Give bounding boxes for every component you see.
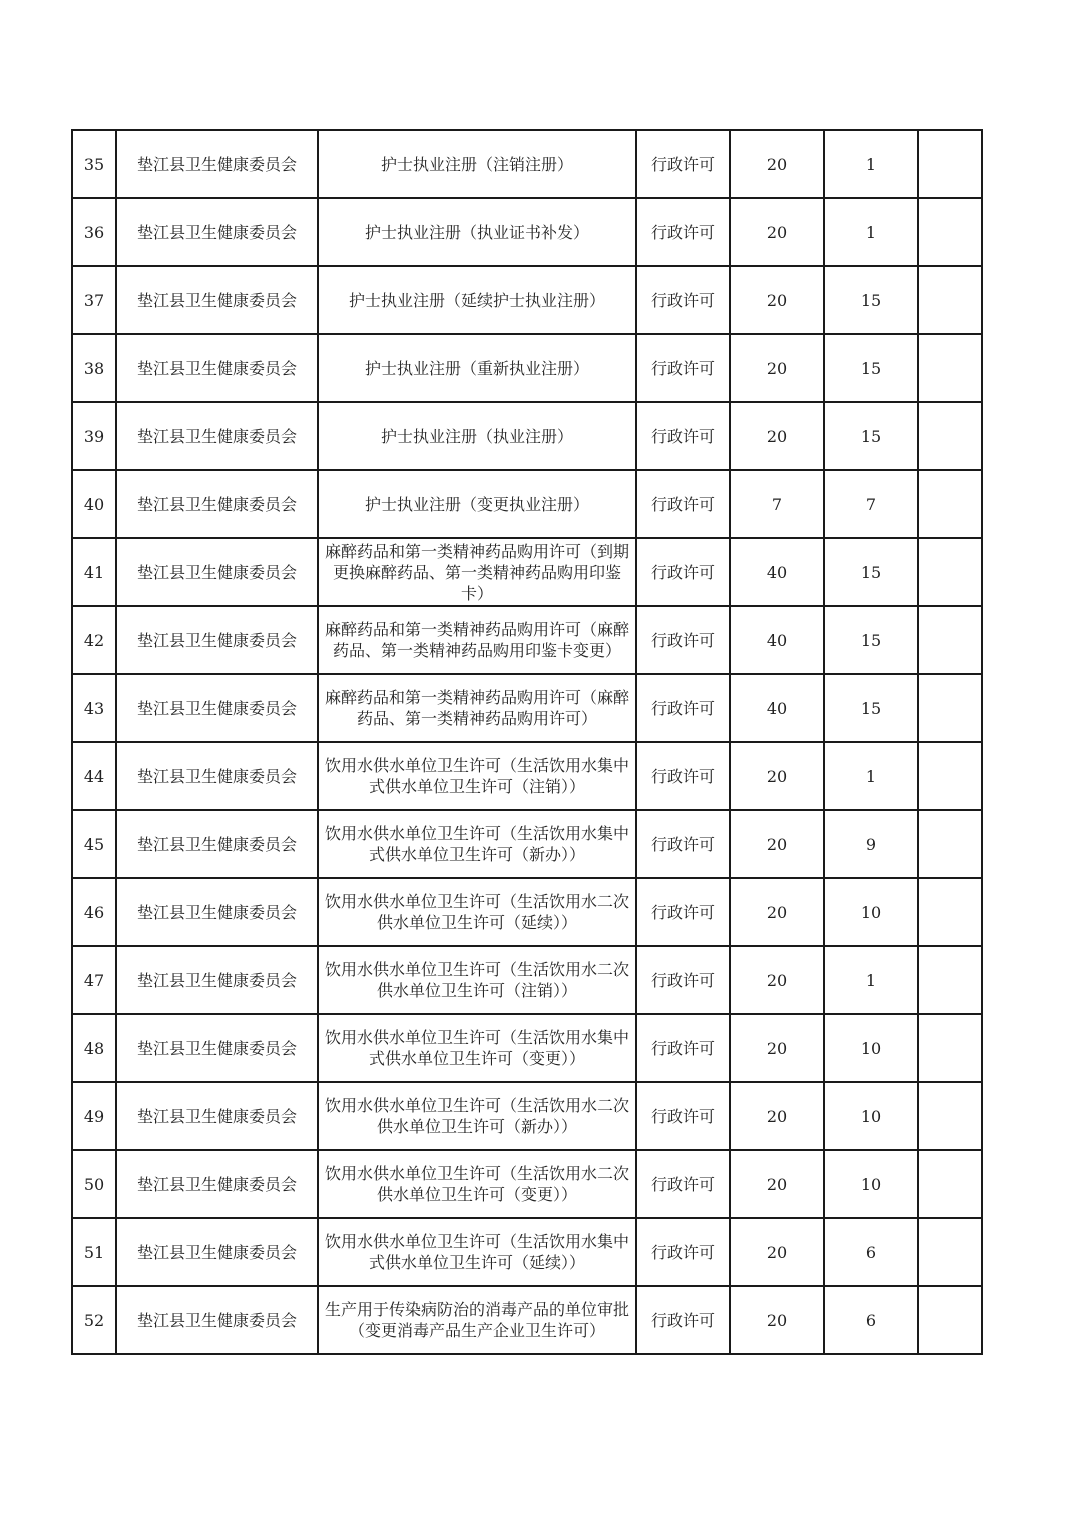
legal-time-limit: 40 xyxy=(730,606,824,674)
table-row xyxy=(72,810,982,878)
table-row xyxy=(72,1082,982,1150)
permit-item: 饮用水供水单位卫生许可（生活饮用水集中式供水单位卫生许可（新办）） xyxy=(318,810,636,878)
department: 垫江县卫生健康委员会 xyxy=(116,878,318,946)
promised-time-limit: 15 xyxy=(824,674,918,742)
row-number: 48 xyxy=(72,1014,116,1082)
permit-type: 行政许可 xyxy=(636,742,730,810)
department: 垫江县卫生健康委员会 xyxy=(116,742,318,810)
row-number: 46 xyxy=(72,878,116,946)
promised-time-limit: 15 xyxy=(824,266,918,334)
remarks xyxy=(918,402,982,470)
department: 垫江县卫生健康委员会 xyxy=(116,1014,318,1082)
permit-item: 护士执业注册（注销注册） xyxy=(318,130,636,198)
row-number: 38 xyxy=(72,334,116,402)
legal-time-limit: 20 xyxy=(730,198,824,266)
permit-type: 行政许可 xyxy=(636,538,730,606)
department: 垫江县卫生健康委员会 xyxy=(116,810,318,878)
row-number: 41 xyxy=(72,538,116,606)
legal-time-limit: 20 xyxy=(730,810,824,878)
permit-type: 行政许可 xyxy=(636,402,730,470)
remarks xyxy=(918,470,982,538)
remarks xyxy=(918,1150,982,1218)
row-number: 42 xyxy=(72,606,116,674)
permit-item: 饮用水供水单位卫生许可（生活饮用水集中式供水单位卫生许可（变更）） xyxy=(318,1014,636,1082)
remarks xyxy=(918,1286,982,1354)
permit-item: 饮用水供水单位卫生许可（生活饮用水集中式供水单位卫生许可（注销）） xyxy=(318,742,636,810)
row-number: 43 xyxy=(72,674,116,742)
table-row xyxy=(72,334,982,402)
permit-item: 饮用水供水单位卫生许可（生活饮用水二次供水单位卫生许可（注销）） xyxy=(318,946,636,1014)
table-row xyxy=(72,674,982,742)
permit-type: 行政许可 xyxy=(636,130,730,198)
permit-type: 行政许可 xyxy=(636,266,730,334)
row-number: 51 xyxy=(72,1218,116,1286)
table-row xyxy=(72,402,982,470)
permit-type: 行政许可 xyxy=(636,946,730,1014)
department: 垫江县卫生健康委员会 xyxy=(116,1082,318,1150)
permit-item: 护士执业注册（执业证书补发） xyxy=(318,198,636,266)
permit-type: 行政许可 xyxy=(636,1218,730,1286)
legal-time-limit: 20 xyxy=(730,1150,824,1218)
table-row xyxy=(72,946,982,1014)
remarks xyxy=(918,606,982,674)
remarks xyxy=(918,742,982,810)
permit-table xyxy=(71,129,983,1355)
promised-time-limit: 10 xyxy=(824,878,918,946)
table-row xyxy=(72,266,982,334)
permit-type: 行政许可 xyxy=(636,674,730,742)
legal-time-limit: 20 xyxy=(730,1082,824,1150)
permit-item: 生产用于传染病防治的消毒产品的单位审批（变更消毒产品生产企业卫生许可） xyxy=(318,1286,636,1354)
remarks xyxy=(918,878,982,946)
row-number: 39 xyxy=(72,402,116,470)
department: 垫江县卫生健康委员会 xyxy=(116,1150,318,1218)
permit-item: 饮用水供水单位卫生许可（生活饮用水二次供水单位卫生许可（新办）） xyxy=(318,1082,636,1150)
department: 垫江县卫生健康委员会 xyxy=(116,402,318,470)
legal-time-limit: 40 xyxy=(730,674,824,742)
legal-time-limit: 20 xyxy=(730,1218,824,1286)
table-row xyxy=(72,1014,982,1082)
permit-type: 行政许可 xyxy=(636,878,730,946)
permit-item: 麻醉药品和第一类精神药品购用许可（麻醉药品、第一类精神药品购用印鉴卡变更） xyxy=(318,606,636,674)
table-row xyxy=(72,878,982,946)
legal-time-limit: 20 xyxy=(730,878,824,946)
row-number: 47 xyxy=(72,946,116,1014)
legal-time-limit: 7 xyxy=(730,470,824,538)
document-table-container xyxy=(71,129,983,1355)
promised-time-limit: 1 xyxy=(824,130,918,198)
permit-type: 行政许可 xyxy=(636,1286,730,1354)
legal-time-limit: 20 xyxy=(730,334,824,402)
permit-item: 饮用水供水单位卫生许可（生活饮用水二次供水单位卫生许可（延续）） xyxy=(318,878,636,946)
promised-time-limit: 15 xyxy=(824,402,918,470)
remarks xyxy=(918,674,982,742)
remarks xyxy=(918,538,982,606)
row-number: 35 xyxy=(72,130,116,198)
table-row xyxy=(72,1150,982,1218)
permit-type: 行政许可 xyxy=(636,334,730,402)
remarks xyxy=(918,946,982,1014)
row-number: 36 xyxy=(72,198,116,266)
permit-item: 护士执业注册（执业注册） xyxy=(318,402,636,470)
legal-time-limit: 20 xyxy=(730,742,824,810)
department: 垫江县卫生健康委员会 xyxy=(116,674,318,742)
department: 垫江县卫生健康委员会 xyxy=(116,946,318,1014)
legal-time-limit: 20 xyxy=(730,946,824,1014)
remarks xyxy=(918,334,982,402)
promised-time-limit: 10 xyxy=(824,1150,918,1218)
legal-time-limit: 20 xyxy=(730,402,824,470)
remarks xyxy=(918,130,982,198)
remarks xyxy=(918,1218,982,1286)
permit-item: 护士执业注册（延续护士执业注册） xyxy=(318,266,636,334)
permit-type: 行政许可 xyxy=(636,1014,730,1082)
promised-time-limit: 6 xyxy=(824,1286,918,1354)
table-body xyxy=(72,130,982,1354)
permit-type: 行政许可 xyxy=(636,810,730,878)
department: 垫江县卫生健康委员会 xyxy=(116,130,318,198)
legal-time-limit: 20 xyxy=(730,130,824,198)
table-row xyxy=(72,198,982,266)
permit-item: 饮用水供水单位卫生许可（生活饮用水集中式供水单位卫生许可（延续）） xyxy=(318,1218,636,1286)
permit-type: 行政许可 xyxy=(636,198,730,266)
promised-time-limit: 1 xyxy=(824,946,918,1014)
table-row xyxy=(72,606,982,674)
table-row xyxy=(72,470,982,538)
table-row xyxy=(72,1218,982,1286)
row-number: 49 xyxy=(72,1082,116,1150)
permit-item: 护士执业注册（重新执业注册） xyxy=(318,334,636,402)
legal-time-limit: 20 xyxy=(730,1014,824,1082)
department: 垫江县卫生健康委员会 xyxy=(116,266,318,334)
promised-time-limit: 10 xyxy=(824,1082,918,1150)
promised-time-limit: 6 xyxy=(824,1218,918,1286)
promised-time-limit: 9 xyxy=(824,810,918,878)
row-number: 52 xyxy=(72,1286,116,1354)
permit-item: 麻醉药品和第一类精神药品购用许可（到期更换麻醉药品、第一类精神药品购用印鉴卡） xyxy=(318,538,636,606)
department: 垫江县卫生健康委员会 xyxy=(116,334,318,402)
remarks xyxy=(918,810,982,878)
row-number: 45 xyxy=(72,810,116,878)
permit-item: 麻醉药品和第一类精神药品购用许可（麻醉药品、第一类精神药品购用许可） xyxy=(318,674,636,742)
legal-time-limit: 20 xyxy=(730,1286,824,1354)
table-row xyxy=(72,1286,982,1354)
permit-item: 饮用水供水单位卫生许可（生活饮用水二次供水单位卫生许可（变更）） xyxy=(318,1150,636,1218)
permit-item: 护士执业注册（变更执业注册） xyxy=(318,470,636,538)
legal-time-limit: 40 xyxy=(730,538,824,606)
row-number: 44 xyxy=(72,742,116,810)
row-number: 40 xyxy=(72,470,116,538)
table-row xyxy=(72,538,982,606)
row-number: 50 xyxy=(72,1150,116,1218)
promised-time-limit: 1 xyxy=(824,198,918,266)
remarks xyxy=(918,1082,982,1150)
permit-type: 行政许可 xyxy=(636,1150,730,1218)
department: 垫江县卫生健康委员会 xyxy=(116,606,318,674)
promised-time-limit: 1 xyxy=(824,742,918,810)
remarks xyxy=(918,1014,982,1082)
department: 垫江县卫生健康委员会 xyxy=(116,538,318,606)
permit-type: 行政许可 xyxy=(636,470,730,538)
table-row xyxy=(72,742,982,810)
legal-time-limit: 20 xyxy=(730,266,824,334)
remarks xyxy=(918,266,982,334)
remarks xyxy=(918,198,982,266)
promised-time-limit: 7 xyxy=(824,470,918,538)
permit-type: 行政许可 xyxy=(636,1082,730,1150)
promised-time-limit: 15 xyxy=(824,334,918,402)
table-row xyxy=(72,130,982,198)
promised-time-limit: 15 xyxy=(824,606,918,674)
department: 垫江县卫生健康委员会 xyxy=(116,198,318,266)
row-number: 37 xyxy=(72,266,116,334)
promised-time-limit: 15 xyxy=(824,538,918,606)
department: 垫江县卫生健康委员会 xyxy=(116,1218,318,1286)
department: 垫江县卫生健康委员会 xyxy=(116,470,318,538)
promised-time-limit: 10 xyxy=(824,1014,918,1082)
department: 垫江县卫生健康委员会 xyxy=(116,1286,318,1354)
permit-type: 行政许可 xyxy=(636,606,730,674)
